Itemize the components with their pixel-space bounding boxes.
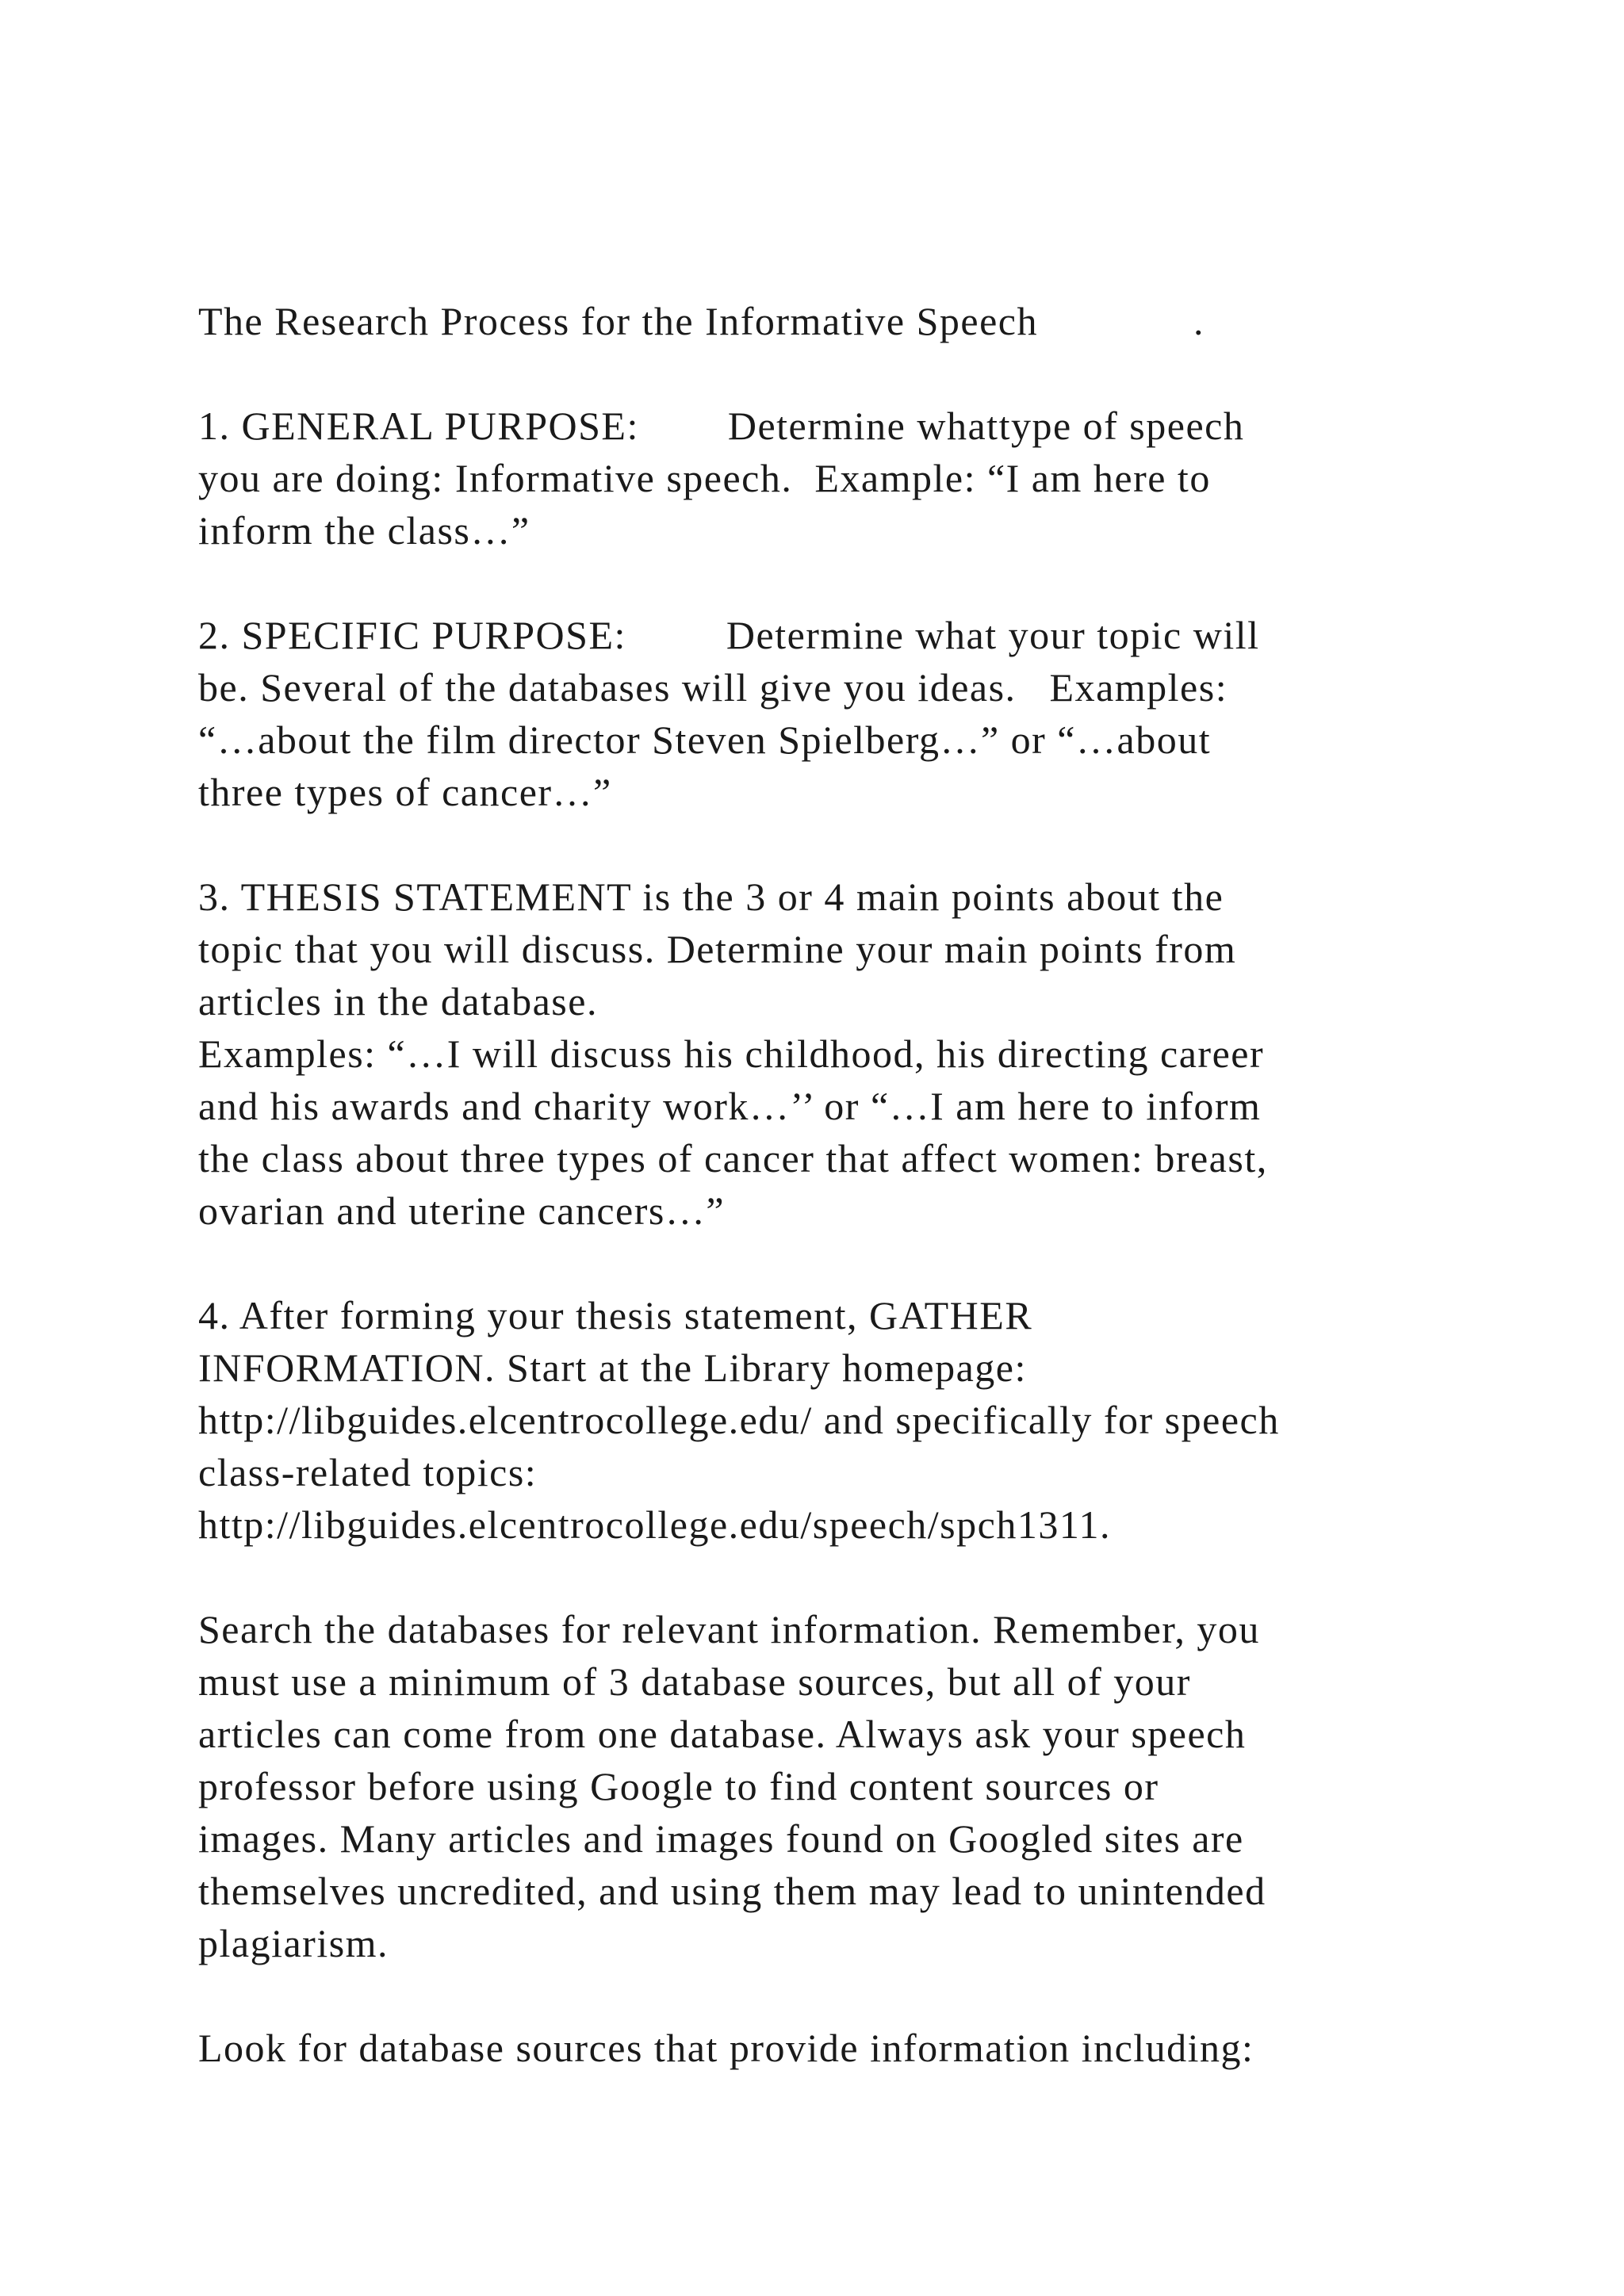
search-databases-line-7: plagiarism. xyxy=(198,1921,389,1965)
search-databases-line-1: Search the databases for relevant information. Remember, you xyxy=(198,1607,1260,1651)
search-databases-line-5: images. Many articles and images found on Googled sites are xyxy=(198,1816,1244,1861)
thesis-statement-line-4: Examples: “…I will discuss his childhood, his directing career xyxy=(198,1031,1265,1076)
specific-purpose-line-1: 2. SPECIFIC PURPOSE: Determine what your topic will xyxy=(198,613,1260,657)
general-purpose-line-3: inform the class…” xyxy=(198,508,530,553)
thesis-statement-line-7: ovarian and uterine cancers…” xyxy=(198,1188,726,1233)
thesis-statement-line-3: articles in the database. xyxy=(198,979,598,1024)
search-databases-line-3: articles can come from one database. Always ask your speech xyxy=(198,1712,1247,1756)
gather-information-line-1: 4. After forming your thesis statement, GATHER xyxy=(198,1293,1033,1337)
paragraph-gap xyxy=(198,1551,1507,1603)
document-title: The Research Process for the Informative Speech . xyxy=(198,299,1205,343)
specific-purpose-line-3: “…about the film director Steven Spielberg…” or “…about xyxy=(198,718,1212,762)
search-databases-line-6: themselves uncredited, and using them may lead to unintended xyxy=(198,1869,1266,1913)
paragraph-gap xyxy=(198,347,1507,400)
paragraph-gap xyxy=(198,1237,1507,1289)
document-body xyxy=(198,295,1507,2074)
gather-information-line-4: class-related topics: xyxy=(198,1450,538,1494)
search-databases-line-4: professor before using Google to find content sources or xyxy=(198,1764,1159,1808)
library-homepage-link-line: http://libguides.elcentrocollege.edu/ and specifically for speech xyxy=(198,1398,1280,1442)
speech-guide-link-line: http://libguides.elcentrocollege.edu/speech/spch1311. xyxy=(198,1502,1111,1547)
general-purpose-line-2: you are doing: Informative speech. Example: “I am here to xyxy=(198,456,1211,500)
thesis-statement-line-2: topic that you will discuss. Determine your main points from xyxy=(198,927,1237,971)
thesis-statement-line-1: 3. THESIS STATEMENT is the 3 or 4 main points about the xyxy=(198,874,1224,919)
general-purpose-line-1: 1. GENERAL PURPOSE: Determine whattype of speech xyxy=(198,404,1245,448)
paragraph-gap xyxy=(198,1969,1507,2022)
search-databases-line-2: must use a minimum of 3 database sources, but all of your xyxy=(198,1659,1191,1704)
paragraph-gap xyxy=(198,818,1507,871)
database-sources-line: Look for database sources that provide information including: xyxy=(198,2026,1254,2070)
thesis-statement-line-5: and his awards and charity work…’’ or “…I am here to inform xyxy=(198,1084,1262,1128)
specific-purpose-line-4: three types of cancer…” xyxy=(198,770,612,814)
gather-information-line-2: INFORMATION. Start at the Library homepage: xyxy=(198,1345,1027,1390)
thesis-statement-line-6: the class about three types of cancer that affect women: breast, xyxy=(198,1136,1268,1181)
specific-purpose-line-2: be. Several of the databases will give you ideas. Examples: xyxy=(198,665,1228,710)
paragraph-gap xyxy=(198,557,1507,609)
